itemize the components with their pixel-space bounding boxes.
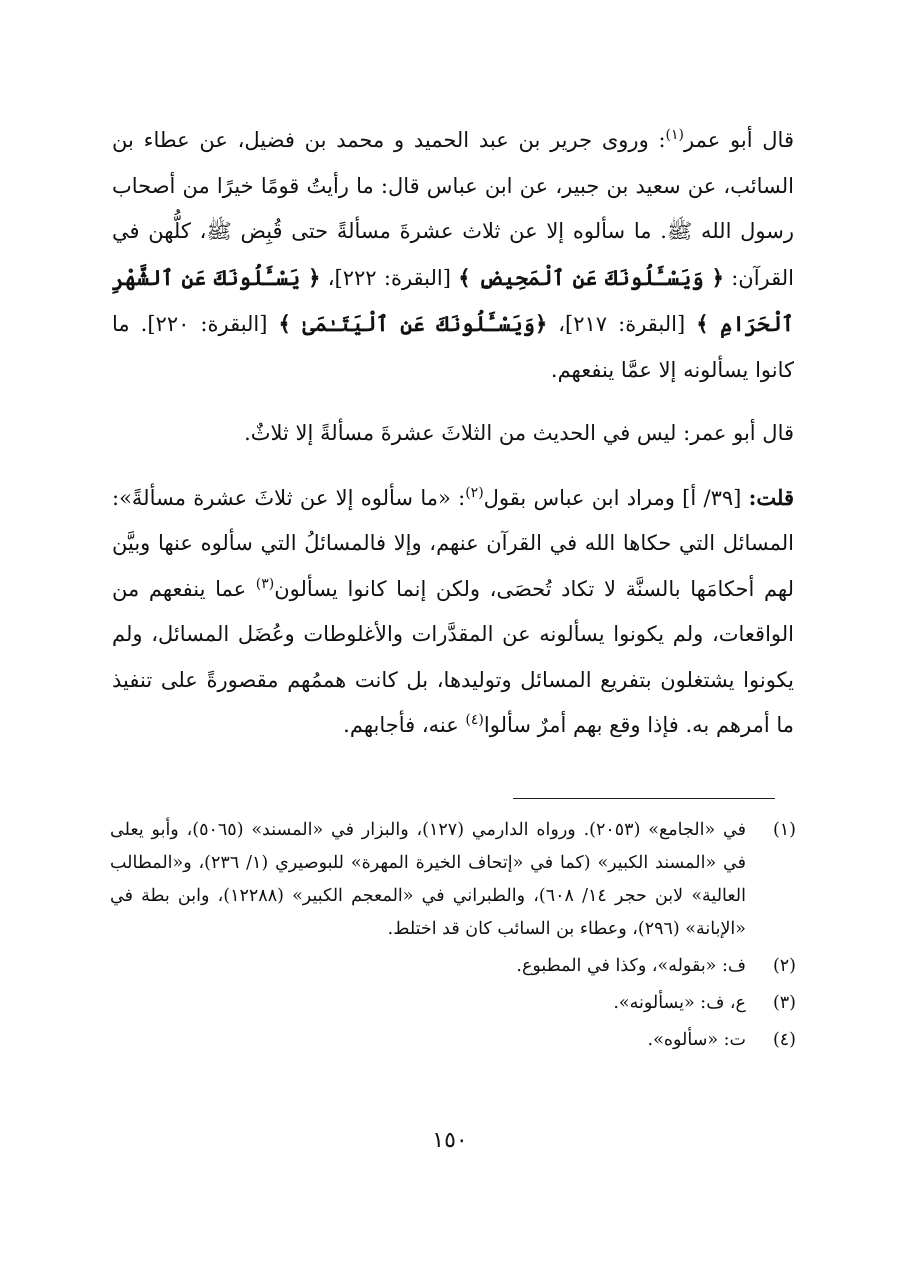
verse-reference-1: [البقرة: ٢٢٢]، xyxy=(320,265,459,290)
text-run: : وروى جرير بن عبد الحميد و محمد بن فضيل، عن عطاء بن السائب، عن سعيد بن جبير، عن ابن عباس قال: ما رأيتُ قومًا خيرًا من أصحاب رسول الله ﷺ. ما سألوه إلا عن ثلاث عشرةَ مسألةً حتى قُبِض ﷺ، كلُّهن في القرآن: xyxy=(112,128,794,290)
quran-verse-2: ﴿ يَسْـَٔلُونَكَ عَنِ ٱلشَّهْرِ ٱلْحَرَامِ ﴾ xyxy=(112,264,794,336)
page-number: ١٥٠ xyxy=(432,1128,468,1153)
verse-reference-2: [البقرة: ٢١٧]، xyxy=(547,312,697,336)
quran-verse-1: ﴿ وَيَسْـَٔلُونَكَ عَنِ ٱلْمَحِيضِ ﴾ xyxy=(458,264,724,290)
main-text xyxy=(112,118,794,749)
footnote-text: في «الجامع» (٢٠٥٣). ورواه الدارمي (١٢٧)، والبزار في «المسند» (٥٠٦٥)، وأبو يعلى في «المسند الكبير» (كما في «إتحاف الخيرة المهرة» للبوصيري (١/ ٢٣٦)، و«المطالب العالية» لابن حجر ١٤/ ٦٠٨)، والطبراني في «المعجم الكبير» (١٢٢٨٨)، وابن بطة في «الإبانة» (٢٩٦)، وعطاء بن السائب كان قد اختلط. xyxy=(110,820,746,939)
footnote-2 xyxy=(110,950,796,983)
text-run: : «ما سألوه إلا عن ثلاثَ عشرة مسألةً»: المسائل التي حكاها الله في القرآن عنهم، وإلا فالمسائلُ التي سألوه عنها وبيَّن لهم أحكامَها بالسنَّة لا تكاد تُحصَى، ولكن إنما كانوا يسألون xyxy=(112,485,795,601)
paragraph-3 xyxy=(112,475,794,749)
footnote-ref-1[interactable]: (١) xyxy=(665,127,684,143)
text-run: عما ينفعهم من الواقعات، ولم يكونوا يسألونه عن المقدَّرات والأغلوطات وعُضَل المسائل، ولم يكونوا يشتغلون بتفريع المسائل وتوليدها، بل كانت هممُهم مقصورةً على تنفيذ ما أمرهم به. فإذا وقع بهم أمرٌ سألوا xyxy=(112,576,794,737)
footnote-ref-4[interactable]: (٤) xyxy=(465,712,484,728)
footnote-ref-2[interactable]: (٢) xyxy=(465,484,484,501)
footnote-text: ف: «بقوله»، وكذا في المطبوع. xyxy=(516,956,746,976)
verse-reference-3: [البقرة: ٢٢٠]. ما كانوا يسألونه إلا عمَّا ينفعهم. xyxy=(112,312,794,382)
footnote-divider xyxy=(513,798,775,799)
paragraph-2: قال أبو عمر: ليس في الحديث من الثلاثَ عشرةَ مسألةً إلا ثلاثٌ. xyxy=(244,421,794,445)
footnote-text: ت: «سألوه». xyxy=(647,1030,746,1050)
footnote-number: (١) xyxy=(772,820,796,840)
footnote-4 xyxy=(110,1024,796,1057)
quran-verse-3: ﴿وَيَسْـَٔلُونَكَ عَنِ ٱلْيَتَـٰمَىٰ ﴾ xyxy=(278,311,548,336)
footnote-number: (٤) xyxy=(772,1030,796,1050)
text-run: [٣٩/ أ] ومراد ابن عباس بقول xyxy=(483,485,749,510)
text-run: قال أبو عمر xyxy=(684,128,794,152)
footnote-ref-3[interactable]: (٣) xyxy=(255,575,275,592)
footnote-3 xyxy=(110,987,796,1020)
footnote-1 xyxy=(110,814,796,946)
paragraph-label: قلت: xyxy=(748,484,795,510)
paragraph-1 xyxy=(112,118,794,393)
footnote-number: (٢) xyxy=(772,956,796,976)
footnote-number: (٣) xyxy=(772,993,796,1013)
footnotes xyxy=(110,814,796,1061)
footnote-text: ع، ف: «يسألونه». xyxy=(613,993,746,1013)
text-run: عنه، فأجابهم. xyxy=(343,713,466,737)
